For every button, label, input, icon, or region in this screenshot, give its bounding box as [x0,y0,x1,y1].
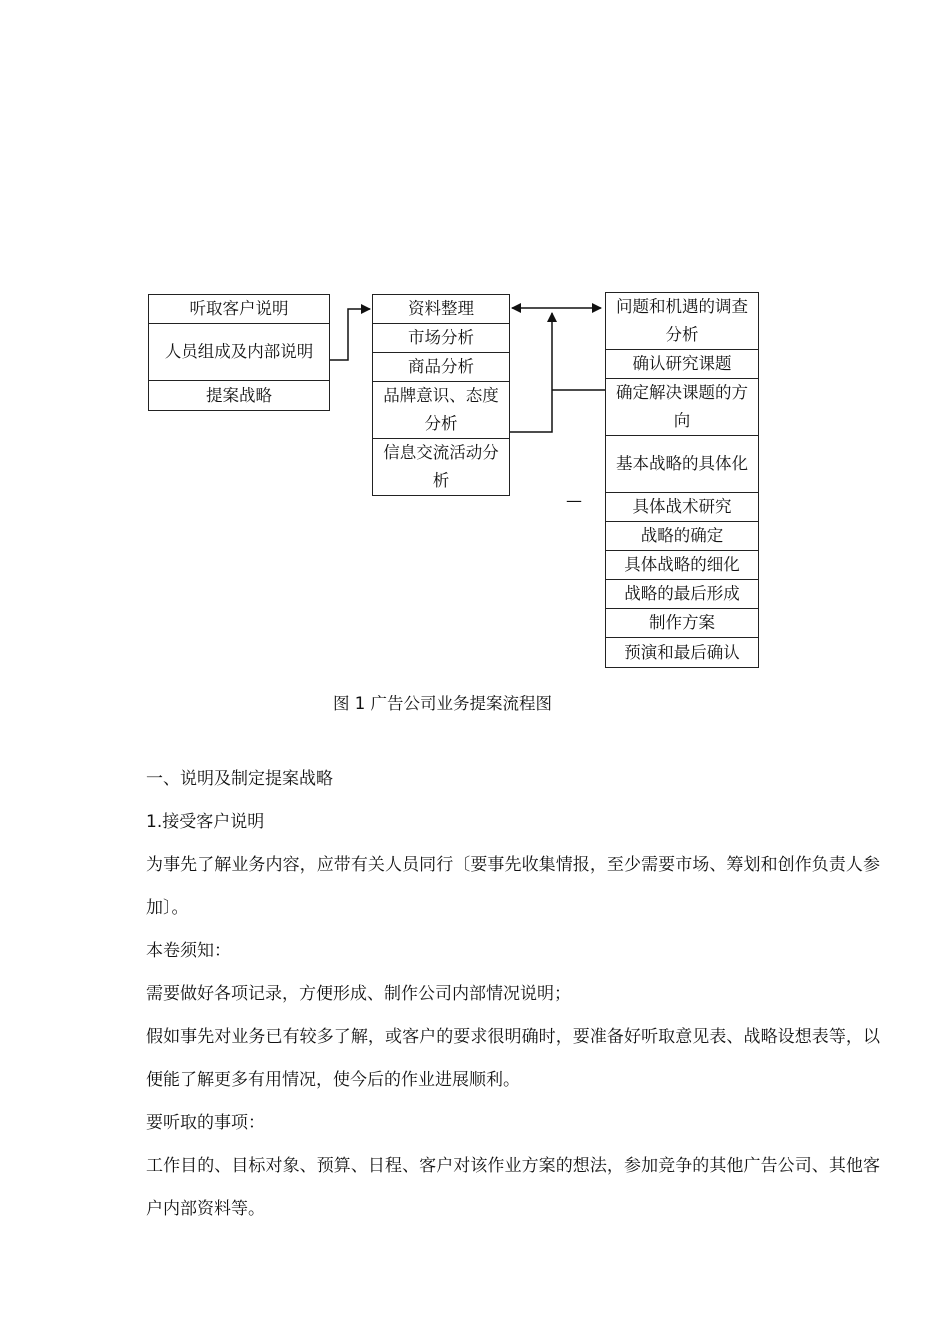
paragraph-prior-knowledge: 假如事先对业务已有较多了解，或客户的要求很明确时，要准备好听取意见表、战略设想表等，以便能了解更多有用情况，使今后的作业进展顺利。 [146,1027,880,1090]
column-client-briefing [148,294,330,411]
box-proposal-strategy: 提案战略 [206,385,272,405]
box-basic-strategy: 基本战略的具体化 [606,436,758,493]
subsection-title: 接受客户说明 [162,812,265,832]
body-text [146,758,880,1231]
figure-caption: 图 1 广告公司业务提案流程图 [333,694,552,713]
box-data-organize: 资料整理 [373,295,509,324]
notes-label: 本卷须知： [146,941,231,961]
dash-mark: — [566,491,582,510]
box-communication-analysis: 信息交流活动分析 [383,443,499,490]
box-listen-client: 听取客户说明 [149,295,329,324]
column-strategy [605,292,759,668]
note-record: 需要做好各项记录，方便形成、制作公司内部情况说明； [146,984,571,1004]
box-problem-research: 问题和机遇的调查分析 [606,293,758,350]
box-rehearsal: 预演和最后确认 [624,642,740,662]
column-data-analysis [372,294,510,496]
connector-feedback-loop [510,313,552,432]
paragraph-items: 工作目的、目标对象、预算、日程、客户对该作业方案的想法，参加竞争的其他广告公司、其他客户内部资料等。 [146,1156,880,1219]
subsection-heading [146,801,880,844]
connector-a-to-b [330,309,370,360]
box-product-analysis: 商品分析 [373,353,509,382]
box-brand-analysis: 品牌意识、态度分析 [373,382,509,439]
paragraph-prepare: 为事先了解业务内容，应带有关人员同行〔要事先收集情报，至少需要市场、筹划和创作负责人参加〕。 [146,855,880,918]
section-heading: 一、说明及制定提案战略 [146,769,333,789]
box-market-analysis: 市场分析 [373,324,509,353]
box-solution-direction: 确定解决课题的方向 [606,379,758,436]
box-team-formation: 人员组成及内部说明 [149,324,329,381]
box-strategy-confirm: 战略的确定 [606,522,758,551]
box-make-plan: 制作方案 [606,609,758,638]
box-tactics-research: 具体战术研究 [606,493,758,522]
box-strategy-detail: 具体战略的细化 [606,551,758,580]
box-strategy-final: 战略的最后形成 [606,580,758,609]
items-label: 要听取的事项： [146,1113,265,1133]
box-confirm-topic: 确认研究课题 [606,350,758,379]
subsection-number: 1. [146,812,163,832]
